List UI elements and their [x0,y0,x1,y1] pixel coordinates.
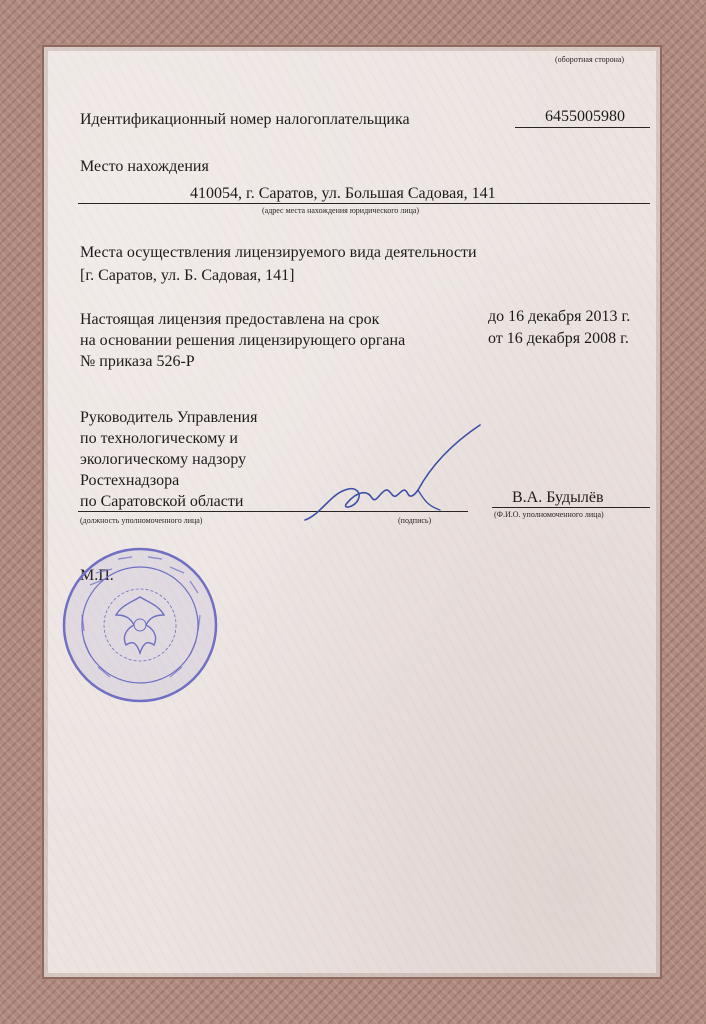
caption-position: (должность уполномоченного лица) [80,516,203,525]
location-label: Место нахождения [80,158,209,175]
position-line-3: экологическому надзору [80,451,247,468]
position-line-1: Руководитель Управления [80,409,258,426]
reverse-side-note: (оборотная сторона) [555,55,625,64]
official-stamp [60,545,220,705]
name-underline [492,507,650,508]
inn-value: 6455005980 [545,108,625,125]
license-basis-label: на основании решения лицензирующего органа [80,332,406,349]
position-line-2: по технологическому и [80,430,238,447]
location-value: 410054, г. Саратов, ул. Большая Садовая, 141 [190,185,496,202]
activity-value: [г. Саратов, ул. Б. Садовая, 141] [80,267,295,284]
license-basis-value: от 16 декабря 2008 г. [488,330,629,347]
license-term-label: Настоящая лицензия предоставлена на срок [80,311,380,328]
caption-name: (Ф.И.О. уполномоченного лица) [494,510,604,519]
license-term-value: до 16 декабря 2013 г. [488,308,631,325]
signatory-name: В.А. Будылёв [512,489,604,506]
activity-label: Места осуществления лицензируемого вида деятельности [80,244,477,261]
inn-label: Идентификационный номер налогоплательщика [80,111,410,128]
signature [300,420,490,530]
caption-signature: (подпись) [398,516,432,525]
position-line-5: по Саратовской области [80,493,244,510]
location-caption: (адрес места нахождения юридического лица) [262,206,420,215]
order-number: № приказа 526-Р [80,353,195,370]
position-line-4: Ростехнадзора [80,472,180,489]
location-underline [78,203,650,204]
inn-underline [515,127,650,128]
